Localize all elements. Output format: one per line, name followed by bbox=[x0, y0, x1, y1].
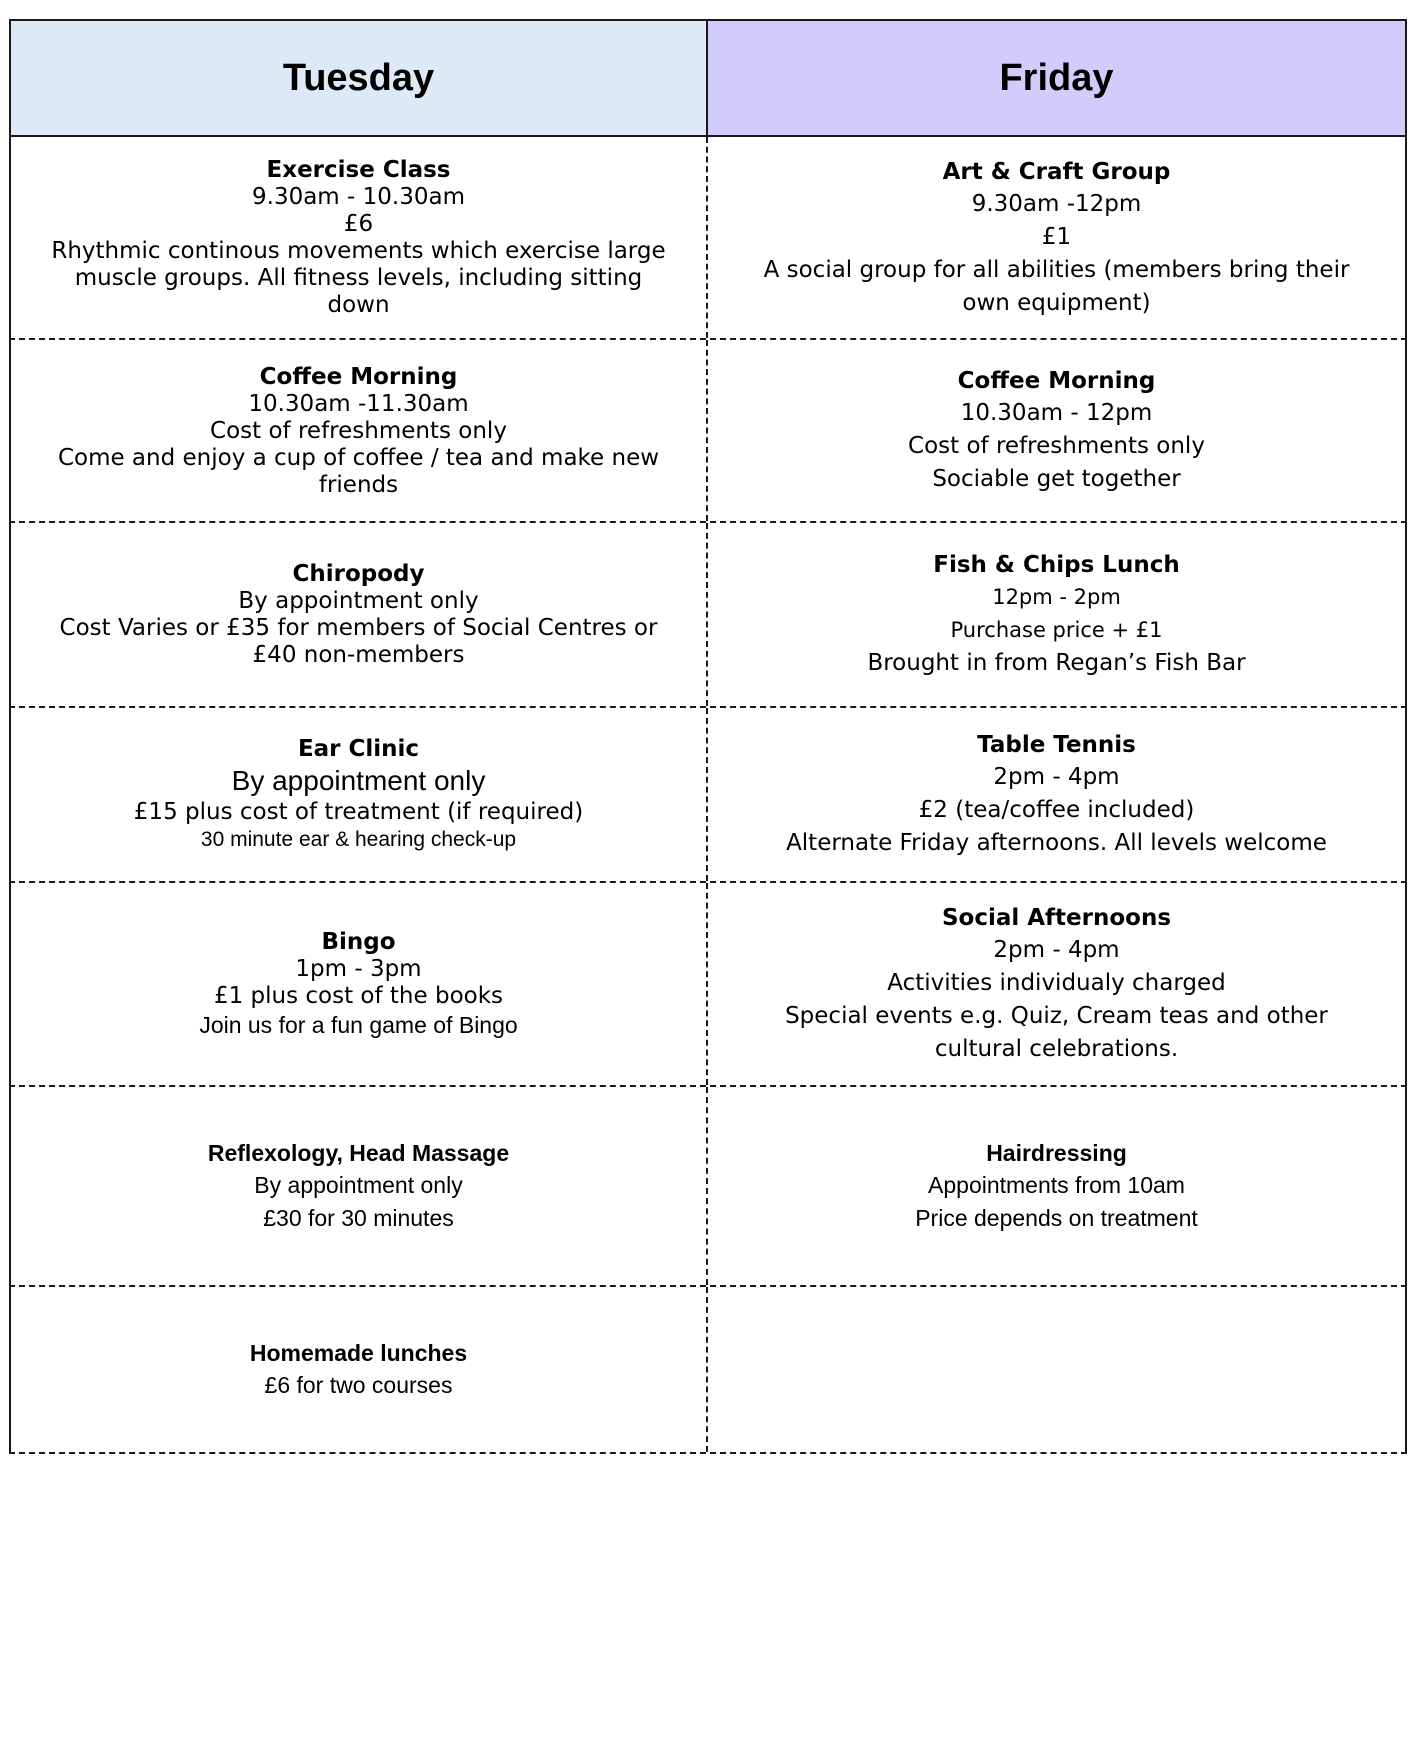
activity-title: Fish & Chips Lunch bbox=[933, 552, 1180, 578]
friday-activity-table-tennis bbox=[708, 708, 1405, 881]
activity-description: Rhythmic continous movements which exercise large muscle groups. All fitness levels, including sitting down bbox=[51, 238, 666, 318]
activity-price: £2 (tea/coffee included) bbox=[918, 797, 1195, 823]
timetable bbox=[9, 19, 1407, 1454]
activity-price: £30 for 30 minutes bbox=[263, 1205, 454, 1231]
activity-title: Coffee Morning bbox=[957, 368, 1156, 394]
friday-activity-social-afternoons bbox=[708, 883, 1405, 1085]
activity-time: 12pm - 2pm bbox=[992, 585, 1121, 609]
table-row bbox=[9, 523, 1407, 708]
table-row bbox=[9, 883, 1407, 1087]
activity-time: By appointment only bbox=[238, 588, 479, 614]
table-row bbox=[9, 137, 1407, 340]
activity-description: Sociable get together bbox=[932, 466, 1181, 492]
activity-description: A social group for all abilities (members bring their own equipment) bbox=[763, 256, 1350, 316]
tuesday-activity-coffee-morning bbox=[11, 340, 708, 521]
activity-description: Special events e.g. Quiz, Cream teas and other cultural celebrations. bbox=[785, 1003, 1328, 1062]
activity-description: 30 minute ear & hearing check-up bbox=[200, 828, 517, 851]
activity-time: 9.30am -12pm bbox=[971, 190, 1142, 217]
activity-price: Cost Varies or £35 for members of Social Centres or £40 non-members bbox=[59, 615, 658, 668]
activity-price: £15 plus cost of treatment (if required) bbox=[133, 799, 584, 825]
activity-title: Art & Craft Group bbox=[942, 158, 1171, 185]
activity-title: Exercise Class bbox=[266, 157, 451, 183]
activity-time: 9.30am - 10.30am bbox=[252, 184, 465, 210]
activity-time: By appointment only bbox=[254, 1172, 463, 1198]
table-row bbox=[9, 1287, 1407, 1454]
friday-activity-hairdressing bbox=[708, 1087, 1405, 1285]
activity-time: Appointments from 10am bbox=[928, 1172, 1185, 1198]
activity-price: £1 bbox=[1041, 223, 1072, 250]
tuesday-activity-reflexology bbox=[11, 1087, 708, 1285]
activity-price: Purchase price + £1 bbox=[950, 618, 1163, 642]
activity-price: Cost of refreshments only bbox=[908, 433, 1205, 459]
activity-price: £1 plus cost of the books bbox=[213, 983, 504, 1009]
header-row bbox=[9, 19, 1407, 137]
activity-title: Ear Clinic bbox=[297, 736, 420, 762]
friday-empty-cell bbox=[708, 1287, 1405, 1452]
activity-time: By appointment only bbox=[231, 765, 486, 796]
activity-price: £6 for two courses bbox=[264, 1372, 453, 1398]
activity-time: 2pm - 4pm bbox=[993, 937, 1120, 963]
activity-title: Coffee Morning bbox=[259, 363, 458, 390]
activity-title: Bingo bbox=[321, 929, 396, 955]
activity-price: Price depends on treatment bbox=[915, 1205, 1198, 1231]
activity-title: Hairdressing bbox=[986, 1140, 1127, 1166]
tuesday-activity-exercise-class bbox=[11, 137, 708, 338]
tuesday-activity-homemade-lunches bbox=[11, 1287, 708, 1452]
activity-description: Alternate Friday afternoons. All levels welcome bbox=[786, 830, 1327, 856]
tuesday-activity-chiropody bbox=[11, 523, 708, 706]
activity-price: Activities individualy charged bbox=[887, 970, 1226, 996]
table-row bbox=[9, 1087, 1407, 1287]
table-row bbox=[9, 340, 1407, 523]
friday-activity-fish-chips bbox=[708, 523, 1405, 706]
friday-activity-coffee-morning bbox=[708, 340, 1405, 521]
activity-price: Cost of refreshments only bbox=[210, 417, 507, 444]
activity-title: Reflexology, Head Massage bbox=[207, 1140, 510, 1166]
tuesday-activity-ear-clinic bbox=[11, 708, 708, 881]
tuesday-header: Tuesday bbox=[11, 21, 708, 135]
activity-description: Join us for a fun game of Bingo bbox=[199, 1012, 518, 1038]
activity-time: 10.30am -11.30am bbox=[248, 390, 469, 417]
activity-time: 2pm - 4pm bbox=[993, 764, 1120, 790]
activity-time: 10.30am - 12pm bbox=[960, 400, 1153, 426]
activity-time: 1pm - 3pm bbox=[295, 956, 422, 982]
activity-title: Social Afternoons bbox=[941, 905, 1172, 931]
friday-header: Friday bbox=[708, 21, 1405, 135]
activity-title: Chiropody bbox=[292, 561, 425, 587]
activity-description: Come and enjoy a cup of coffee / tea and make new friends bbox=[57, 444, 660, 498]
activity-title: Homemade lunches bbox=[249, 1340, 468, 1366]
table-row bbox=[9, 708, 1407, 883]
activity-description: Brought in from Regan’s Fish Bar bbox=[867, 650, 1246, 676]
activity-title: Table Tennis bbox=[977, 732, 1136, 758]
activity-price: £6 bbox=[343, 211, 374, 237]
tuesday-activity-bingo bbox=[11, 883, 708, 1085]
friday-activity-art-craft bbox=[708, 137, 1405, 338]
